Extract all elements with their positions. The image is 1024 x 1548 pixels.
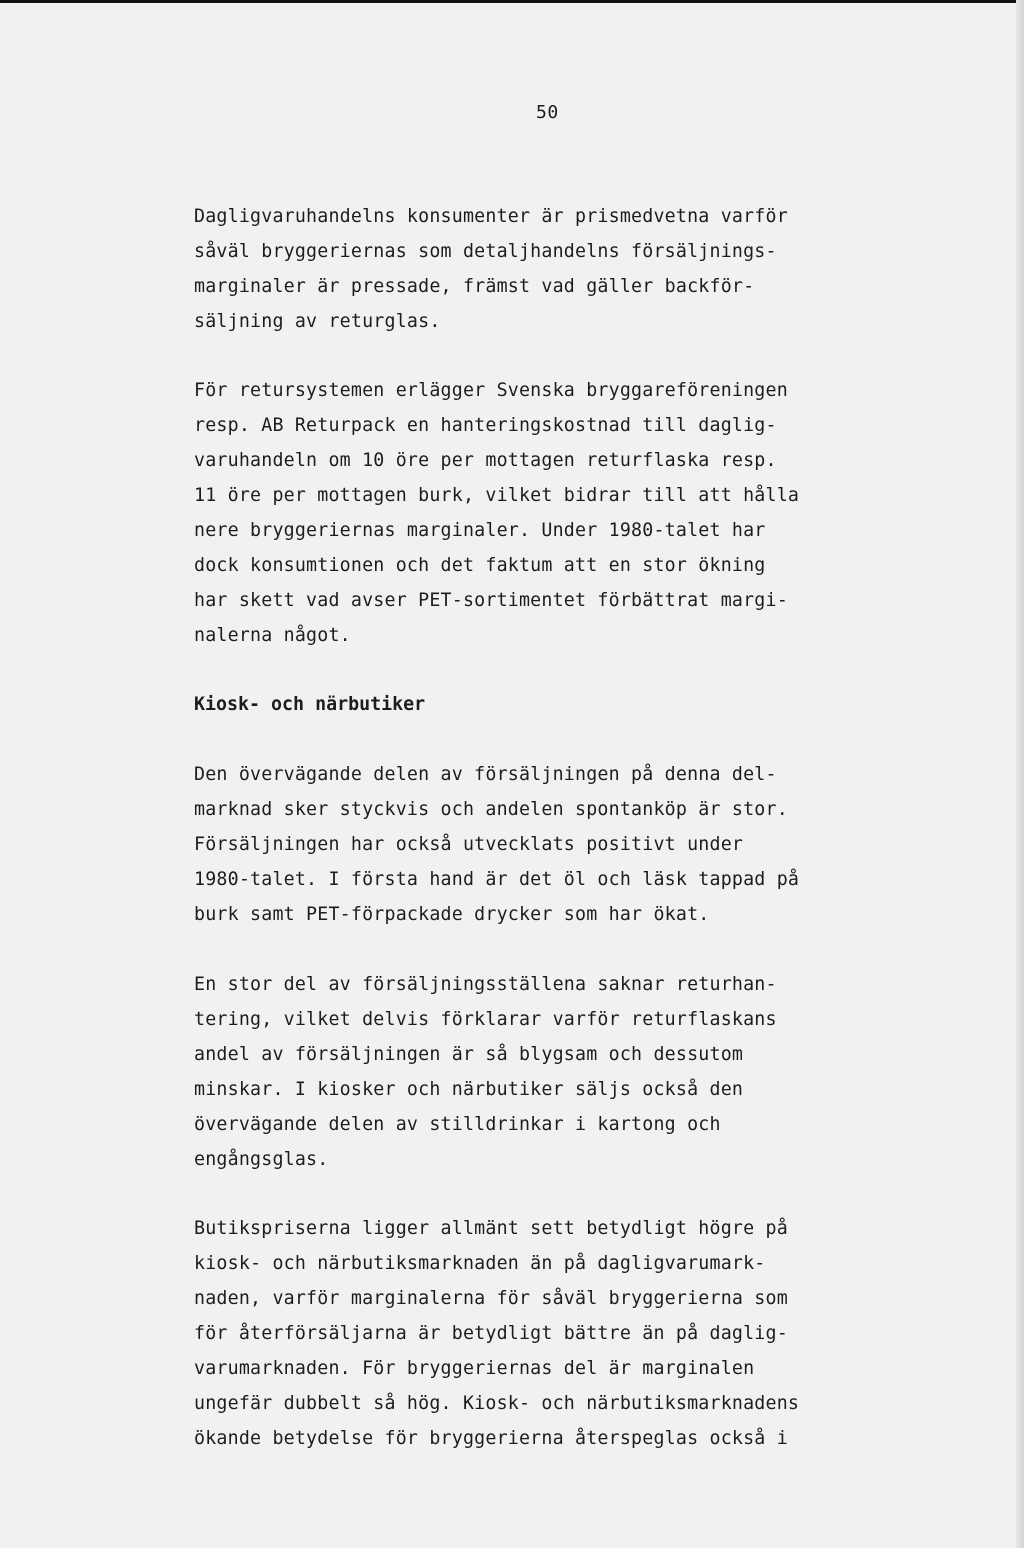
- text-line: ökande betydelse för bryggerierna återspeglas också i: [194, 1428, 788, 1449]
- text-line: engångsglas.: [194, 1149, 329, 1170]
- text-line: Dagligvaruhandelns konsumenter är prismedvetna varför: [194, 206, 788, 227]
- text-line: har skett vad avser PET-sortimentet förbättrat margi-: [194, 590, 788, 611]
- text-line: kiosk- och närbutiksmarknaden än på dagligvarumark-: [194, 1253, 766, 1274]
- paragraph-5: [194, 1211, 799, 1456]
- text-line: nere bryggeriernas marginaler. Under 1980-talet har: [194, 520, 766, 541]
- text-line: för återförsäljarna är betydligt bättre än på daglig-: [194, 1323, 788, 1344]
- text-line: dock konsumtionen och det faktum att en stor ökning: [194, 555, 766, 576]
- paragraph-3: [194, 757, 799, 932]
- text-line: resp. AB Returpack en hanteringskostnad till daglig-: [194, 415, 777, 436]
- paragraph-1: [194, 199, 788, 339]
- text-line: tering, vilket delvis förklarar varför returflaskans: [194, 1009, 777, 1030]
- text-line: marginaler är pressade, främst vad gäller backför-: [194, 276, 755, 297]
- text-line: marknad sker styckvis och andelen spontanköp är stor.: [194, 799, 788, 820]
- text-line: burk samt PET-förpackade drycker som har ökat.: [194, 904, 710, 925]
- text-line: Den övervägande delen av försäljningen på denna del-: [194, 764, 777, 785]
- text-line: En stor del av försäljningsställena saknar returhan-: [194, 974, 777, 995]
- text-line: varuhandeln om 10 öre per mottagen returflaska resp.: [194, 450, 777, 471]
- text-line: Försäljningen har också utvecklats positivt under: [194, 834, 744, 855]
- text-line: övervägande delen av stilldrinkar i kartong och: [194, 1114, 721, 1135]
- text-line: säljning av returglas.: [194, 311, 441, 332]
- text-line: nalerna något.: [194, 625, 351, 646]
- section-heading: Kiosk- och närbutiker: [194, 694, 426, 715]
- text-line: Butikspriserna ligger allmänt sett betydligt högre på: [194, 1218, 788, 1239]
- text-line: 11 öre per mottagen burk, vilket bidrar till att hålla: [194, 485, 800, 506]
- text-line: andel av försäljningen är så blygsam och dessutom: [194, 1044, 744, 1065]
- text-line: varumarknaden. För bryggeriernas del är marginalen: [194, 1358, 755, 1379]
- text-line: såväl bryggeriernas som detaljhandelns försäljnings-: [194, 241, 777, 262]
- paragraph-4: [194, 967, 777, 1177]
- text-line: För retursystemen erlägger Svenska bryggareföreningen: [194, 380, 788, 401]
- text-line: minskar. I kiosker och närbutiker säljs också den: [194, 1079, 744, 1100]
- paragraph-2: [194, 373, 799, 653]
- page-number: 50: [536, 102, 559, 123]
- text-line: ungefär dubbelt så hög. Kiosk- och närbutiksmarknadens: [194, 1393, 800, 1414]
- text-line: 1980-talet. I första hand är det öl och läsk tappad på: [194, 869, 800, 890]
- text-line: naden, varför marginalerna för såväl bryggerierna som: [194, 1288, 788, 1309]
